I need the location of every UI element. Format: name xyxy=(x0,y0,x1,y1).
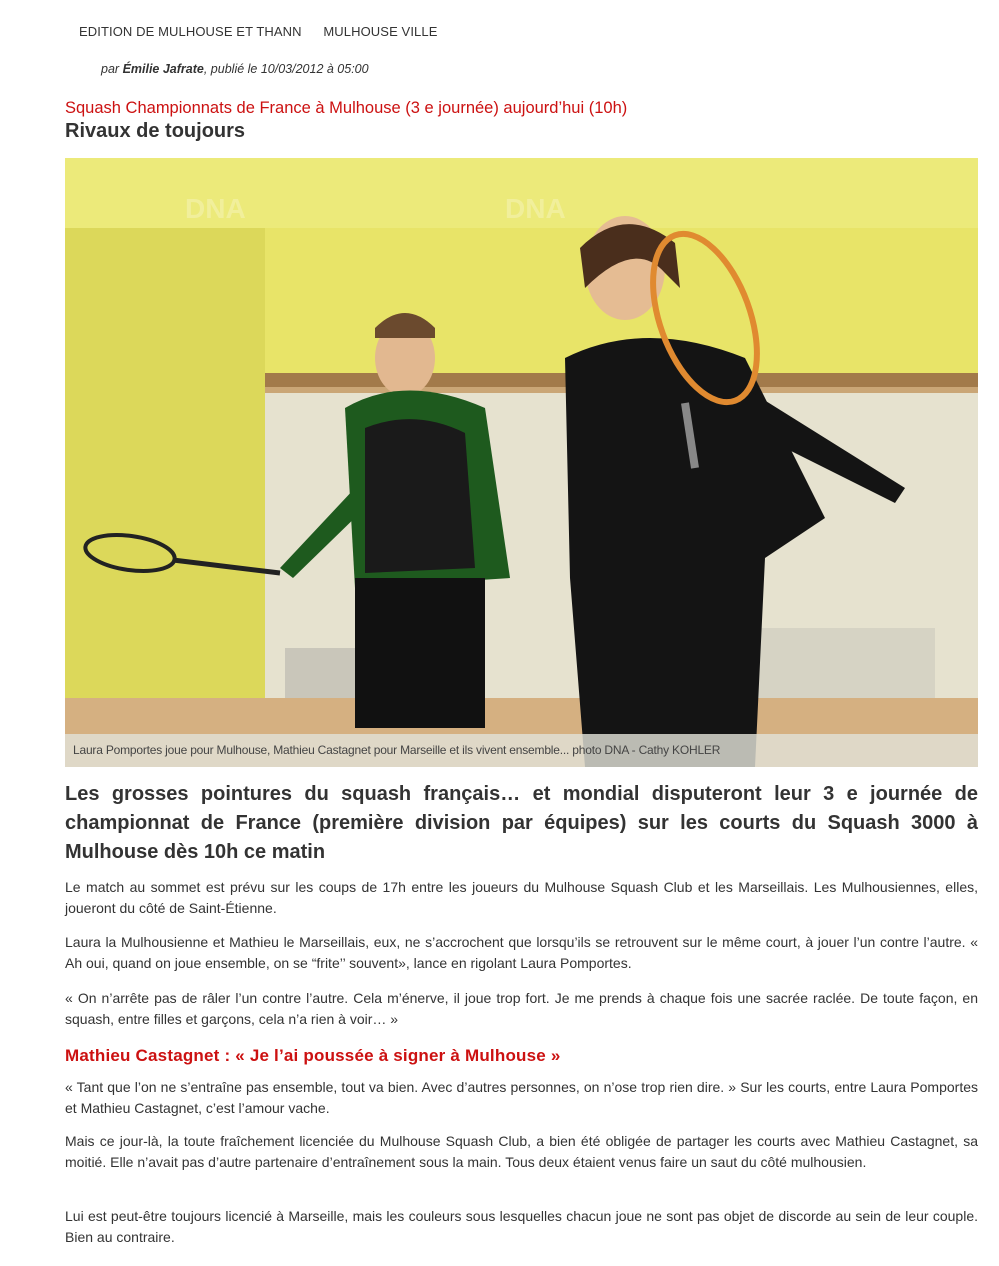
squash-players-photo xyxy=(65,158,978,767)
byline-prefix: par xyxy=(101,62,120,76)
svg-text:DNA: DNA xyxy=(505,193,566,224)
photo-caption: Laura Pomportes joue pour Mulhouse, Mathieu Castagnet pour Marseille et ils vivent ensemble... photo DNA - Cathy KOHLER xyxy=(73,743,721,757)
section-link[interactable]: MULHOUSE VILLE xyxy=(323,24,438,39)
author-name: Émilie Jafrate xyxy=(122,62,204,76)
article-paragraph: Le match au sommet est prévu sur les coups de 17h entre les joueurs du Mulhouse Squash Club et les Marseillais. Les Mulhousiennes, elles, joueront du côté de Saint-Étienne. xyxy=(65,879,978,916)
breadcrumb xyxy=(79,24,455,39)
article-paragraph: « On n’arrête pas de râler l’un contre l’autre. Cela m’énerve, il joue trop fort. Je me prends à chaque fois une sacrée raclée. De toute façon, en squash, entre filles et garçons, cela n’a rien à voir… » xyxy=(65,990,978,1027)
article-subheading: Mathieu Castagnet : « Je l’ai poussée à signer à Mulhouse » xyxy=(65,1046,561,1065)
publish-date: , publié le 10/03/2012 à 05:00 xyxy=(203,62,369,76)
article-paragraph: Lui est peut-être toujours licencié à Marseille, mais les couleurs sous lesquelles chacun joue ne sont pas objet de discorde au sein de leur couple. Bien au contraire. xyxy=(65,1208,978,1245)
article-paragraph: Laura la Mulhousienne et Mathieu le Marseillais, eux, ne s’accrochent que lorsqu’ils se retrouvent sur le même court, à jouer l’un contre l’autre. « Ah oui, quand on joue ensemble, on se “frite’’ souvent», lance en rigolant Laura Pomportes. xyxy=(65,934,978,971)
article-paragraph: Mais ce jour-là, la toute fraîchement licenciée du Mulhouse Squash Club, a bien été obligée de partager les courts avec Mathieu Castagnet, sa moitié. Elle n’avait pas d’autre partenaire d’entraînement sous la main. Tous deux étaient venus faire un saut du côté mulhousien. xyxy=(65,1133,978,1170)
photo-caption-bar xyxy=(65,734,978,767)
edition-link[interactable]: EDITION DE MULHOUSE ET THANN xyxy=(79,24,302,39)
page-title: Rivaux de toujours xyxy=(65,120,246,142)
article-kicker: Squash Championnats de France à Mulhouse (3 e journée) aujourd’hui (10h) xyxy=(65,99,628,117)
article-photo xyxy=(65,158,978,767)
byline xyxy=(101,62,369,76)
svg-text:DNA: DNA xyxy=(185,193,246,224)
article-lead: Les grosses pointures du squash français… et mondial disputeront leur 3 e journée de championnat de France (première division par équipes) sur les courts du Squash 3000 à Mulhouse dès 10h ce matin xyxy=(65,783,978,863)
article-paragraph: « Tant que l’on ne s’entraîne pas ensemble, tout va bien. Avec d’autres personnes, on n’ose trop rien dire. » Sur les courts, entre Laura Pomportes et Mathieu Castagnet, c’est l’amour vache. xyxy=(65,1079,978,1116)
